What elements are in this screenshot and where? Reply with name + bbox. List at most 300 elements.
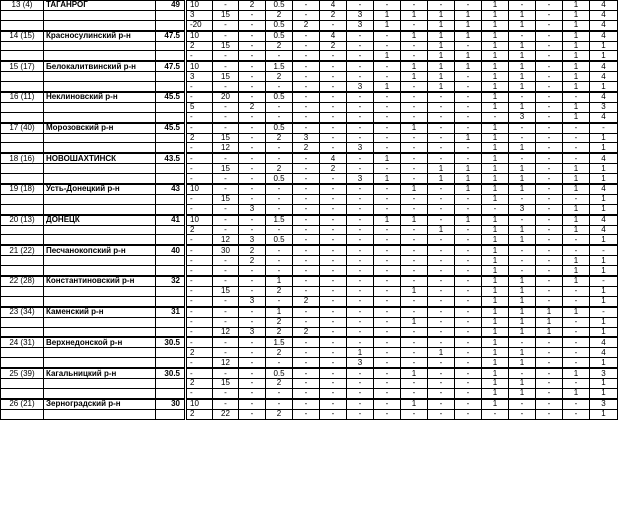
- table-row: [1, 61, 618, 71]
- total-score: [156, 317, 186, 327]
- table-row: [1, 72, 618, 82]
- municipality-name: [44, 164, 156, 174]
- value-cell: -: [455, 358, 482, 368]
- value-cell: -: [320, 399, 347, 409]
- value-cell: -: [213, 31, 239, 41]
- value-cell: -: [293, 286, 320, 296]
- value-cell: 1: [482, 72, 509, 82]
- value-cell: -: [455, 276, 482, 286]
- value-cell: -: [428, 337, 455, 347]
- value-cell: -: [374, 41, 401, 51]
- value-cell: 1: [509, 286, 536, 296]
- value-cell: 2: [266, 164, 293, 174]
- rank-cell: [1, 409, 44, 419]
- value-cell: 3: [347, 82, 374, 92]
- value-cell: 1: [590, 82, 618, 92]
- value-cell: -: [428, 245, 455, 255]
- value-cell: -: [509, 153, 536, 163]
- value-cell: -: [266, 358, 293, 368]
- value-cell: -: [320, 348, 347, 358]
- value-cell: -: [509, 399, 536, 409]
- value-cell: -: [455, 235, 482, 245]
- value-cell: -: [374, 143, 401, 153]
- value-cell: -: [563, 286, 590, 296]
- value-cell: -: [293, 82, 320, 92]
- value-cell: -: [563, 337, 590, 347]
- rank-cell: [1, 102, 44, 112]
- total-score: [156, 72, 186, 82]
- value-cell: 2: [266, 286, 293, 296]
- value-cell: 1: [482, 235, 509, 245]
- value-cell: 2: [266, 133, 293, 143]
- value-cell: -: [293, 61, 320, 71]
- value-cell: -: [320, 327, 347, 337]
- value-cell: -: [186, 123, 213, 133]
- total-score: 47.5: [156, 31, 186, 41]
- value-cell: -: [428, 133, 455, 143]
- value-cell: 1: [374, 215, 401, 225]
- value-cell: 1.5: [266, 215, 293, 225]
- value-cell: -: [347, 184, 374, 194]
- value-cell: -: [213, 276, 239, 286]
- value-cell: -: [293, 72, 320, 82]
- rank-cell: [1, 20, 44, 30]
- value-cell: -: [239, 358, 266, 368]
- value-cell: 1: [482, 388, 509, 398]
- value-cell: -: [536, 20, 563, 30]
- municipality-name: [44, 112, 156, 122]
- value-cell: -: [186, 112, 213, 122]
- total-score: 40: [156, 245, 186, 255]
- value-cell: -: [428, 184, 455, 194]
- value-cell: 12: [213, 143, 239, 153]
- value-cell: -: [186, 235, 213, 245]
- total-score: [156, 174, 186, 184]
- value-cell: -: [320, 92, 347, 102]
- value-cell: 3: [186, 72, 213, 82]
- value-cell: 1: [563, 112, 590, 122]
- value-cell: 1: [509, 225, 536, 235]
- value-cell: 1: [509, 82, 536, 92]
- value-cell: -: [347, 112, 374, 122]
- municipality-name: [44, 327, 156, 337]
- value-cell: -: [320, 20, 347, 30]
- value-cell: 1: [482, 245, 509, 255]
- rank-cell: 26 (21): [1, 399, 44, 409]
- value-cell: 1: [455, 20, 482, 30]
- value-cell: -: [239, 409, 266, 419]
- municipality-name: [44, 10, 156, 20]
- value-cell: -: [455, 153, 482, 163]
- value-cell: -: [536, 10, 563, 20]
- value-cell: 1: [590, 388, 618, 398]
- value-cell: 1: [482, 337, 509, 347]
- table-body: [1, 1, 618, 420]
- value-cell: -: [374, 317, 401, 327]
- value-cell: -: [239, 399, 266, 409]
- rank-cell: [1, 204, 44, 214]
- total-score: 45.5: [156, 123, 186, 133]
- value-cell: 1: [401, 215, 428, 225]
- value-cell: 1: [536, 317, 563, 327]
- value-cell: -: [536, 82, 563, 92]
- municipality-name: [44, 358, 156, 368]
- value-cell: 4: [590, 337, 618, 347]
- value-cell: 2: [266, 317, 293, 327]
- value-cell: -: [482, 409, 509, 419]
- value-cell: 0.5: [266, 174, 293, 184]
- value-cell: -: [213, 317, 239, 327]
- value-cell: -: [239, 317, 266, 327]
- value-cell: -: [320, 388, 347, 398]
- value-cell: 0.5: [266, 123, 293, 133]
- value-cell: -: [239, 10, 266, 20]
- value-cell: -: [401, 82, 428, 92]
- value-cell: -: [213, 184, 239, 194]
- rank-cell: 17 (40): [1, 123, 44, 133]
- value-cell: 1: [509, 307, 536, 317]
- value-cell: -: [536, 194, 563, 204]
- value-cell: -: [428, 286, 455, 296]
- value-cell: 1: [482, 225, 509, 235]
- value-cell: -: [347, 327, 374, 337]
- value-cell: -: [509, 123, 536, 133]
- value-cell: -: [347, 399, 374, 409]
- value-cell: 1: [563, 388, 590, 398]
- value-cell: -20: [186, 20, 213, 30]
- value-cell: 1: [563, 164, 590, 174]
- value-cell: -: [374, 327, 401, 337]
- value-cell: -: [239, 123, 266, 133]
- value-cell: -: [293, 225, 320, 235]
- table-row: [1, 112, 618, 122]
- value-cell: -: [239, 215, 266, 225]
- value-cell: -: [455, 337, 482, 347]
- value-cell: -: [213, 1, 239, 11]
- value-cell: 15: [213, 133, 239, 143]
- value-cell: 1: [401, 61, 428, 71]
- table-row: [1, 123, 618, 133]
- municipality-name: Белокалитвинский р-н: [44, 61, 156, 71]
- value-cell: -: [536, 276, 563, 286]
- value-cell: 1: [401, 399, 428, 409]
- value-cell: 1: [563, 266, 590, 276]
- rank-cell: 20 (13): [1, 215, 44, 225]
- value-cell: -: [455, 307, 482, 317]
- value-cell: -: [347, 204, 374, 214]
- value-cell: 3: [239, 235, 266, 245]
- value-cell: 1: [482, 153, 509, 163]
- value-cell: -: [428, 102, 455, 112]
- rank-cell: 19 (18): [1, 184, 44, 194]
- value-cell: 1: [482, 143, 509, 153]
- value-cell: -: [428, 204, 455, 214]
- value-cell: -: [186, 245, 213, 255]
- value-cell: -: [374, 358, 401, 368]
- value-cell: -: [374, 388, 401, 398]
- table-row: [1, 153, 618, 163]
- total-score: [156, 266, 186, 276]
- value-cell: -: [428, 256, 455, 266]
- value-cell: 3: [590, 368, 618, 378]
- value-cell: -: [266, 51, 293, 61]
- value-cell: 2: [293, 143, 320, 153]
- rank-cell: 22 (28): [1, 276, 44, 286]
- value-cell: -: [509, 92, 536, 102]
- value-cell: -: [266, 194, 293, 204]
- value-cell: -: [347, 409, 374, 419]
- value-cell: -: [293, 399, 320, 409]
- table-row: [1, 10, 618, 20]
- value-cell: -: [347, 388, 374, 398]
- value-cell: 1: [482, 133, 509, 143]
- value-cell: 1: [590, 327, 618, 337]
- value-cell: -: [213, 123, 239, 133]
- value-cell: 2: [239, 256, 266, 266]
- value-cell: -: [213, 256, 239, 266]
- value-cell: 1: [590, 41, 618, 51]
- value-cell: -: [590, 123, 618, 133]
- value-cell: -: [239, 194, 266, 204]
- total-score: 49: [156, 1, 186, 11]
- municipality-name: Верхнедонской р-н: [44, 337, 156, 347]
- total-score: [156, 82, 186, 92]
- value-cell: -: [266, 112, 293, 122]
- value-cell: -: [536, 92, 563, 102]
- value-cell: 2: [266, 348, 293, 358]
- value-cell: 1: [401, 31, 428, 41]
- table-row: [1, 1, 618, 11]
- municipality-name: [44, 266, 156, 276]
- value-cell: 4: [590, 1, 618, 11]
- value-cell: -: [401, 174, 428, 184]
- value-cell: -: [374, 133, 401, 143]
- value-cell: -: [239, 348, 266, 358]
- value-cell: 1: [509, 51, 536, 61]
- value-cell: 1: [401, 286, 428, 296]
- value-cell: -: [590, 307, 618, 317]
- value-cell: 1.5: [266, 61, 293, 71]
- total-score: [156, 348, 186, 358]
- value-cell: -: [455, 41, 482, 51]
- value-cell: -: [536, 164, 563, 174]
- value-cell: -: [320, 61, 347, 71]
- value-cell: -: [239, 266, 266, 276]
- value-cell: -: [320, 123, 347, 133]
- value-cell: 1: [428, 31, 455, 41]
- value-cell: -: [401, 358, 428, 368]
- value-cell: -: [455, 256, 482, 266]
- rank-cell: [1, 225, 44, 235]
- value-cell: -: [320, 72, 347, 82]
- value-cell: -: [563, 327, 590, 337]
- value-cell: -: [563, 378, 590, 388]
- value-cell: -: [239, 82, 266, 92]
- value-cell: 4: [320, 1, 347, 11]
- value-cell: 1: [563, 1, 590, 11]
- total-score: [156, 133, 186, 143]
- value-cell: -: [293, 194, 320, 204]
- value-cell: 5: [186, 102, 213, 112]
- value-cell: 1: [482, 164, 509, 174]
- value-cell: -: [320, 307, 347, 317]
- value-cell: -: [455, 388, 482, 398]
- value-cell: -: [509, 215, 536, 225]
- value-cell: 1: [482, 51, 509, 61]
- value-cell: 1: [482, 327, 509, 337]
- value-cell: -: [374, 276, 401, 286]
- value-cell: -: [536, 204, 563, 214]
- value-cell: -: [590, 245, 618, 255]
- value-cell: 0.5: [266, 92, 293, 102]
- value-cell: -: [320, 215, 347, 225]
- value-cell: -: [239, 20, 266, 30]
- table-row: [1, 174, 618, 184]
- rank-cell: [1, 235, 44, 245]
- value-cell: 1: [563, 102, 590, 112]
- value-cell: -: [374, 123, 401, 133]
- rank-cell: [1, 378, 44, 388]
- value-cell: -: [374, 348, 401, 358]
- value-cell: 1: [482, 256, 509, 266]
- value-cell: -: [320, 51, 347, 61]
- value-cell: -: [401, 225, 428, 235]
- value-cell: -: [455, 112, 482, 122]
- value-cell: 2: [266, 72, 293, 82]
- value-cell: 3: [590, 102, 618, 112]
- value-cell: -: [428, 327, 455, 337]
- value-cell: -: [186, 368, 213, 378]
- municipality-name: [44, 235, 156, 245]
- value-cell: 2: [266, 378, 293, 388]
- value-cell: -: [536, 112, 563, 122]
- value-cell: -: [401, 164, 428, 174]
- value-cell: -: [186, 276, 213, 286]
- value-cell: -: [428, 378, 455, 388]
- value-cell: -: [293, 102, 320, 112]
- value-cell: -: [509, 409, 536, 419]
- value-cell: -: [401, 112, 428, 122]
- value-cell: 20: [213, 92, 239, 102]
- value-cell: -: [347, 225, 374, 235]
- value-cell: -: [374, 61, 401, 71]
- municipality-name: [44, 317, 156, 327]
- value-cell: 1: [482, 215, 509, 225]
- value-cell: -: [293, 348, 320, 358]
- value-cell: -: [293, 388, 320, 398]
- value-cell: 0.5: [266, 31, 293, 41]
- total-score: 30.5: [156, 337, 186, 347]
- value-cell: 4: [590, 184, 618, 194]
- value-cell: -: [266, 225, 293, 235]
- value-cell: -: [563, 92, 590, 102]
- value-cell: -: [293, 92, 320, 102]
- value-cell: 3: [347, 143, 374, 153]
- value-cell: -: [239, 337, 266, 347]
- value-cell: -: [213, 153, 239, 163]
- value-cell: -: [401, 133, 428, 143]
- rank-cell: [1, 174, 44, 184]
- value-cell: -: [239, 164, 266, 174]
- value-cell: -: [239, 184, 266, 194]
- value-cell: 1: [428, 10, 455, 20]
- table-row: [1, 31, 618, 41]
- value-cell: -: [455, 194, 482, 204]
- table-row: [1, 204, 618, 214]
- value-cell: -: [536, 184, 563, 194]
- table-row: [1, 409, 618, 419]
- value-cell: -: [563, 296, 590, 306]
- value-cell: 10: [186, 61, 213, 71]
- value-cell: -: [186, 337, 213, 347]
- municipality-name: [44, 41, 156, 51]
- value-cell: 2: [320, 10, 347, 20]
- value-cell: 1: [563, 41, 590, 51]
- rank-cell: [1, 256, 44, 266]
- value-cell: -: [374, 256, 401, 266]
- value-cell: -: [239, 174, 266, 184]
- value-cell: -: [428, 143, 455, 153]
- value-cell: -: [239, 112, 266, 122]
- value-cell: -: [293, 256, 320, 266]
- table-row: [1, 143, 618, 153]
- rank-cell: [1, 164, 44, 174]
- value-cell: -: [213, 307, 239, 317]
- value-cell: 4: [320, 153, 347, 163]
- municipality-name: [44, 51, 156, 61]
- value-cell: 1: [509, 174, 536, 184]
- value-cell: 1: [347, 348, 374, 358]
- value-cell: -: [401, 20, 428, 30]
- municipality-name: Неклиновский р-н: [44, 92, 156, 102]
- value-cell: -: [455, 245, 482, 255]
- value-cell: 10: [186, 31, 213, 41]
- value-cell: 1: [428, 174, 455, 184]
- value-cell: -: [455, 102, 482, 112]
- value-cell: -: [563, 194, 590, 204]
- value-cell: -: [186, 92, 213, 102]
- table-row: [1, 317, 618, 327]
- value-cell: 4: [590, 153, 618, 163]
- rank-cell: 18 (16): [1, 153, 44, 163]
- value-cell: -: [186, 256, 213, 266]
- value-cell: 1: [509, 235, 536, 245]
- value-cell: -: [347, 1, 374, 11]
- table-row: [1, 348, 618, 358]
- value-cell: -: [374, 409, 401, 419]
- table-row: [1, 368, 618, 378]
- value-cell: -: [266, 388, 293, 398]
- table-row: [1, 327, 618, 337]
- total-score: [156, 194, 186, 204]
- value-cell: -: [401, 296, 428, 306]
- value-cell: 2: [293, 327, 320, 337]
- value-cell: 1: [455, 31, 482, 41]
- municipality-name: Красносулинский р-н: [44, 31, 156, 41]
- value-cell: -: [428, 358, 455, 368]
- value-cell: -: [455, 92, 482, 102]
- value-cell: 3: [509, 204, 536, 214]
- total-score: [156, 112, 186, 122]
- value-cell: -: [428, 399, 455, 409]
- value-cell: 1: [482, 92, 509, 102]
- table-row: [1, 51, 618, 61]
- table-row: [1, 276, 618, 286]
- value-cell: 0.5: [266, 368, 293, 378]
- value-cell: 1: [536, 307, 563, 317]
- value-cell: -: [293, 307, 320, 317]
- value-cell: -: [428, 368, 455, 378]
